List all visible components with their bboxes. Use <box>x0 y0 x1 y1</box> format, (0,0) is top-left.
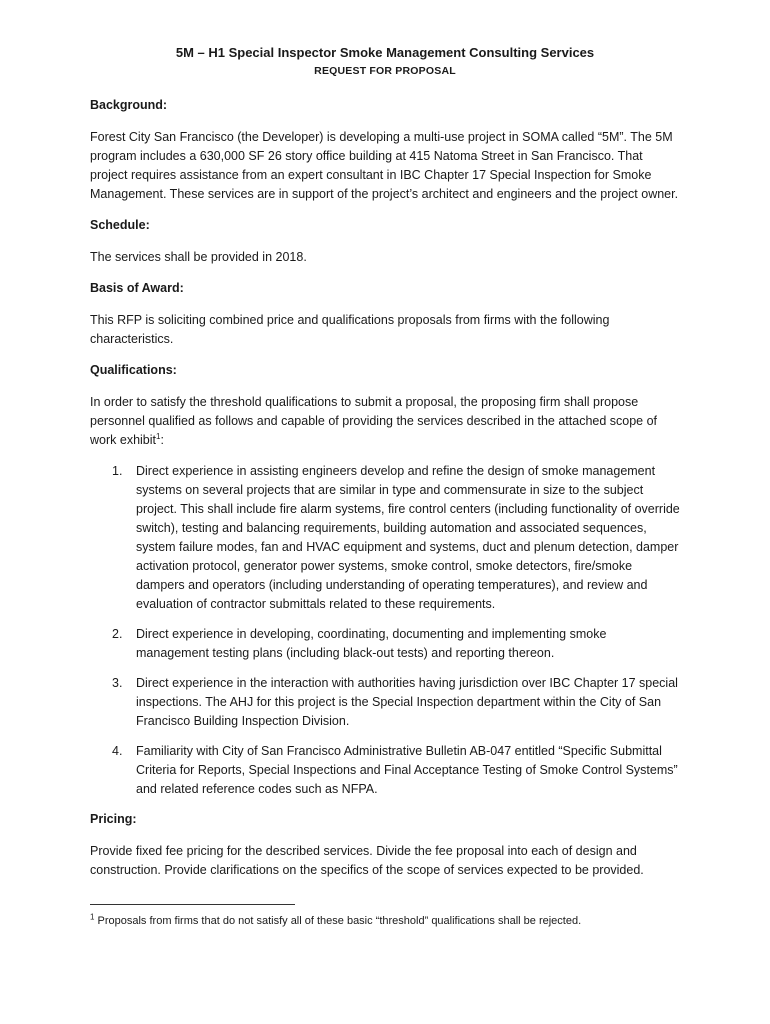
basis-of-award-heading: Basis of Award: <box>90 281 184 295</box>
list-item <box>90 625 680 663</box>
footnote-divider <box>90 904 295 905</box>
qualifications-intro-text: In order to satisfy the threshold qualifications to submit a proposal, the proposing firm shall propose personnel qualified as follows and capable of providing the services described in the attached scope of work exhibit <box>90 395 658 447</box>
footnote-marker: 1 <box>90 912 95 922</box>
qualifications-list <box>90 462 680 799</box>
background-paragraph: Forest City San Francisco (the Developer) is developing a multi-use project in SOMA called “5M”. The 5M program includes a 630,000 SF 26 story office building at 415 Natoma Street in San Francisco. That project requires assistance from an expert consultant in IBC Chapter 17 Special Inspection for Smoke Management. These services are in support of the project’s architect and engineers and the project owner. <box>90 130 679 201</box>
list-item-text: Direct experience in the interaction with authorities having jurisdiction over IBC Chapter 17 special inspections. The AHJ for this project is the Special Inspection department within the City of San Francisco Building Inspection Division. <box>136 676 678 728</box>
list-item-number: 4. <box>112 744 123 758</box>
list-item-number: 2. <box>112 627 123 641</box>
document-title: 5M – H1 Special Inspector Smoke Management Consulting Services <box>175 45 595 60</box>
pricing-paragraph: Provide fixed fee pricing for the described services. Divide the fee proposal into each of design and construction. Provide clarifications on the specifics of the scope of services expected to be provided. <box>90 844 644 877</box>
list-item-number: 3. <box>112 676 123 690</box>
schedule-heading: Schedule: <box>90 218 150 232</box>
basis-of-award-paragraph: This RFP is soliciting combined price and qualifications proposals from firms with the following characteristics. <box>90 313 610 346</box>
list-item-number: 1. <box>112 464 123 478</box>
schedule-paragraph: The services shall be provided in 2018. <box>90 250 307 264</box>
document-subtitle: REQUEST FOR PROPOSAL <box>314 65 456 77</box>
background-heading: Background: <box>90 98 168 112</box>
list-item-text: Familiarity with City of San Francisco Administrative Bulletin AB-047 entitled “Specific Submittal Criteria for Reports, Special Inspections and Final Acceptance Testing of Smoke Control Systems” and related reference codes such as NFPA. <box>136 744 678 796</box>
list-item-text: Direct experience in developing, coordinating, documenting and implementing smoke management testing plans (including black-out tests) and reporting thereon. <box>136 627 607 660</box>
document-page <box>90 44 680 880</box>
qualifications-intro <box>90 393 680 450</box>
pricing-heading: Pricing: <box>90 812 137 826</box>
list-item <box>90 674 680 731</box>
footnote-text: Proposals from firms that do not satisfy all of these basic “threshold” qualifications shall be rejected. <box>94 915 582 927</box>
footnote <box>90 914 690 929</box>
qualifications-intro-end: : <box>160 433 164 447</box>
list-item <box>90 462 680 614</box>
qualifications-heading: Qualifications: <box>90 363 177 377</box>
footnote-reference[interactable]: 1 <box>156 431 161 441</box>
list-item-text: Direct experience in assisting engineers develop and refine the design of smoke management systems on several projects that are similar in type and commensurate in size to the subject project. This shall include fire alarm systems, fire control centers (including functionality of override switch), testing and balancing requirements, building automation and associated sequences, system failure modes, fan and HVAC equipment and systems, duct and plenum detection, damper activation protocol, generator power systems, smoke control, smoke detectors, fire/smoke dampers and operators (including understanding of operating temperatures), and review and evaluation of contractor submittals related to these requirements. <box>136 464 680 611</box>
list-item <box>90 742 680 799</box>
